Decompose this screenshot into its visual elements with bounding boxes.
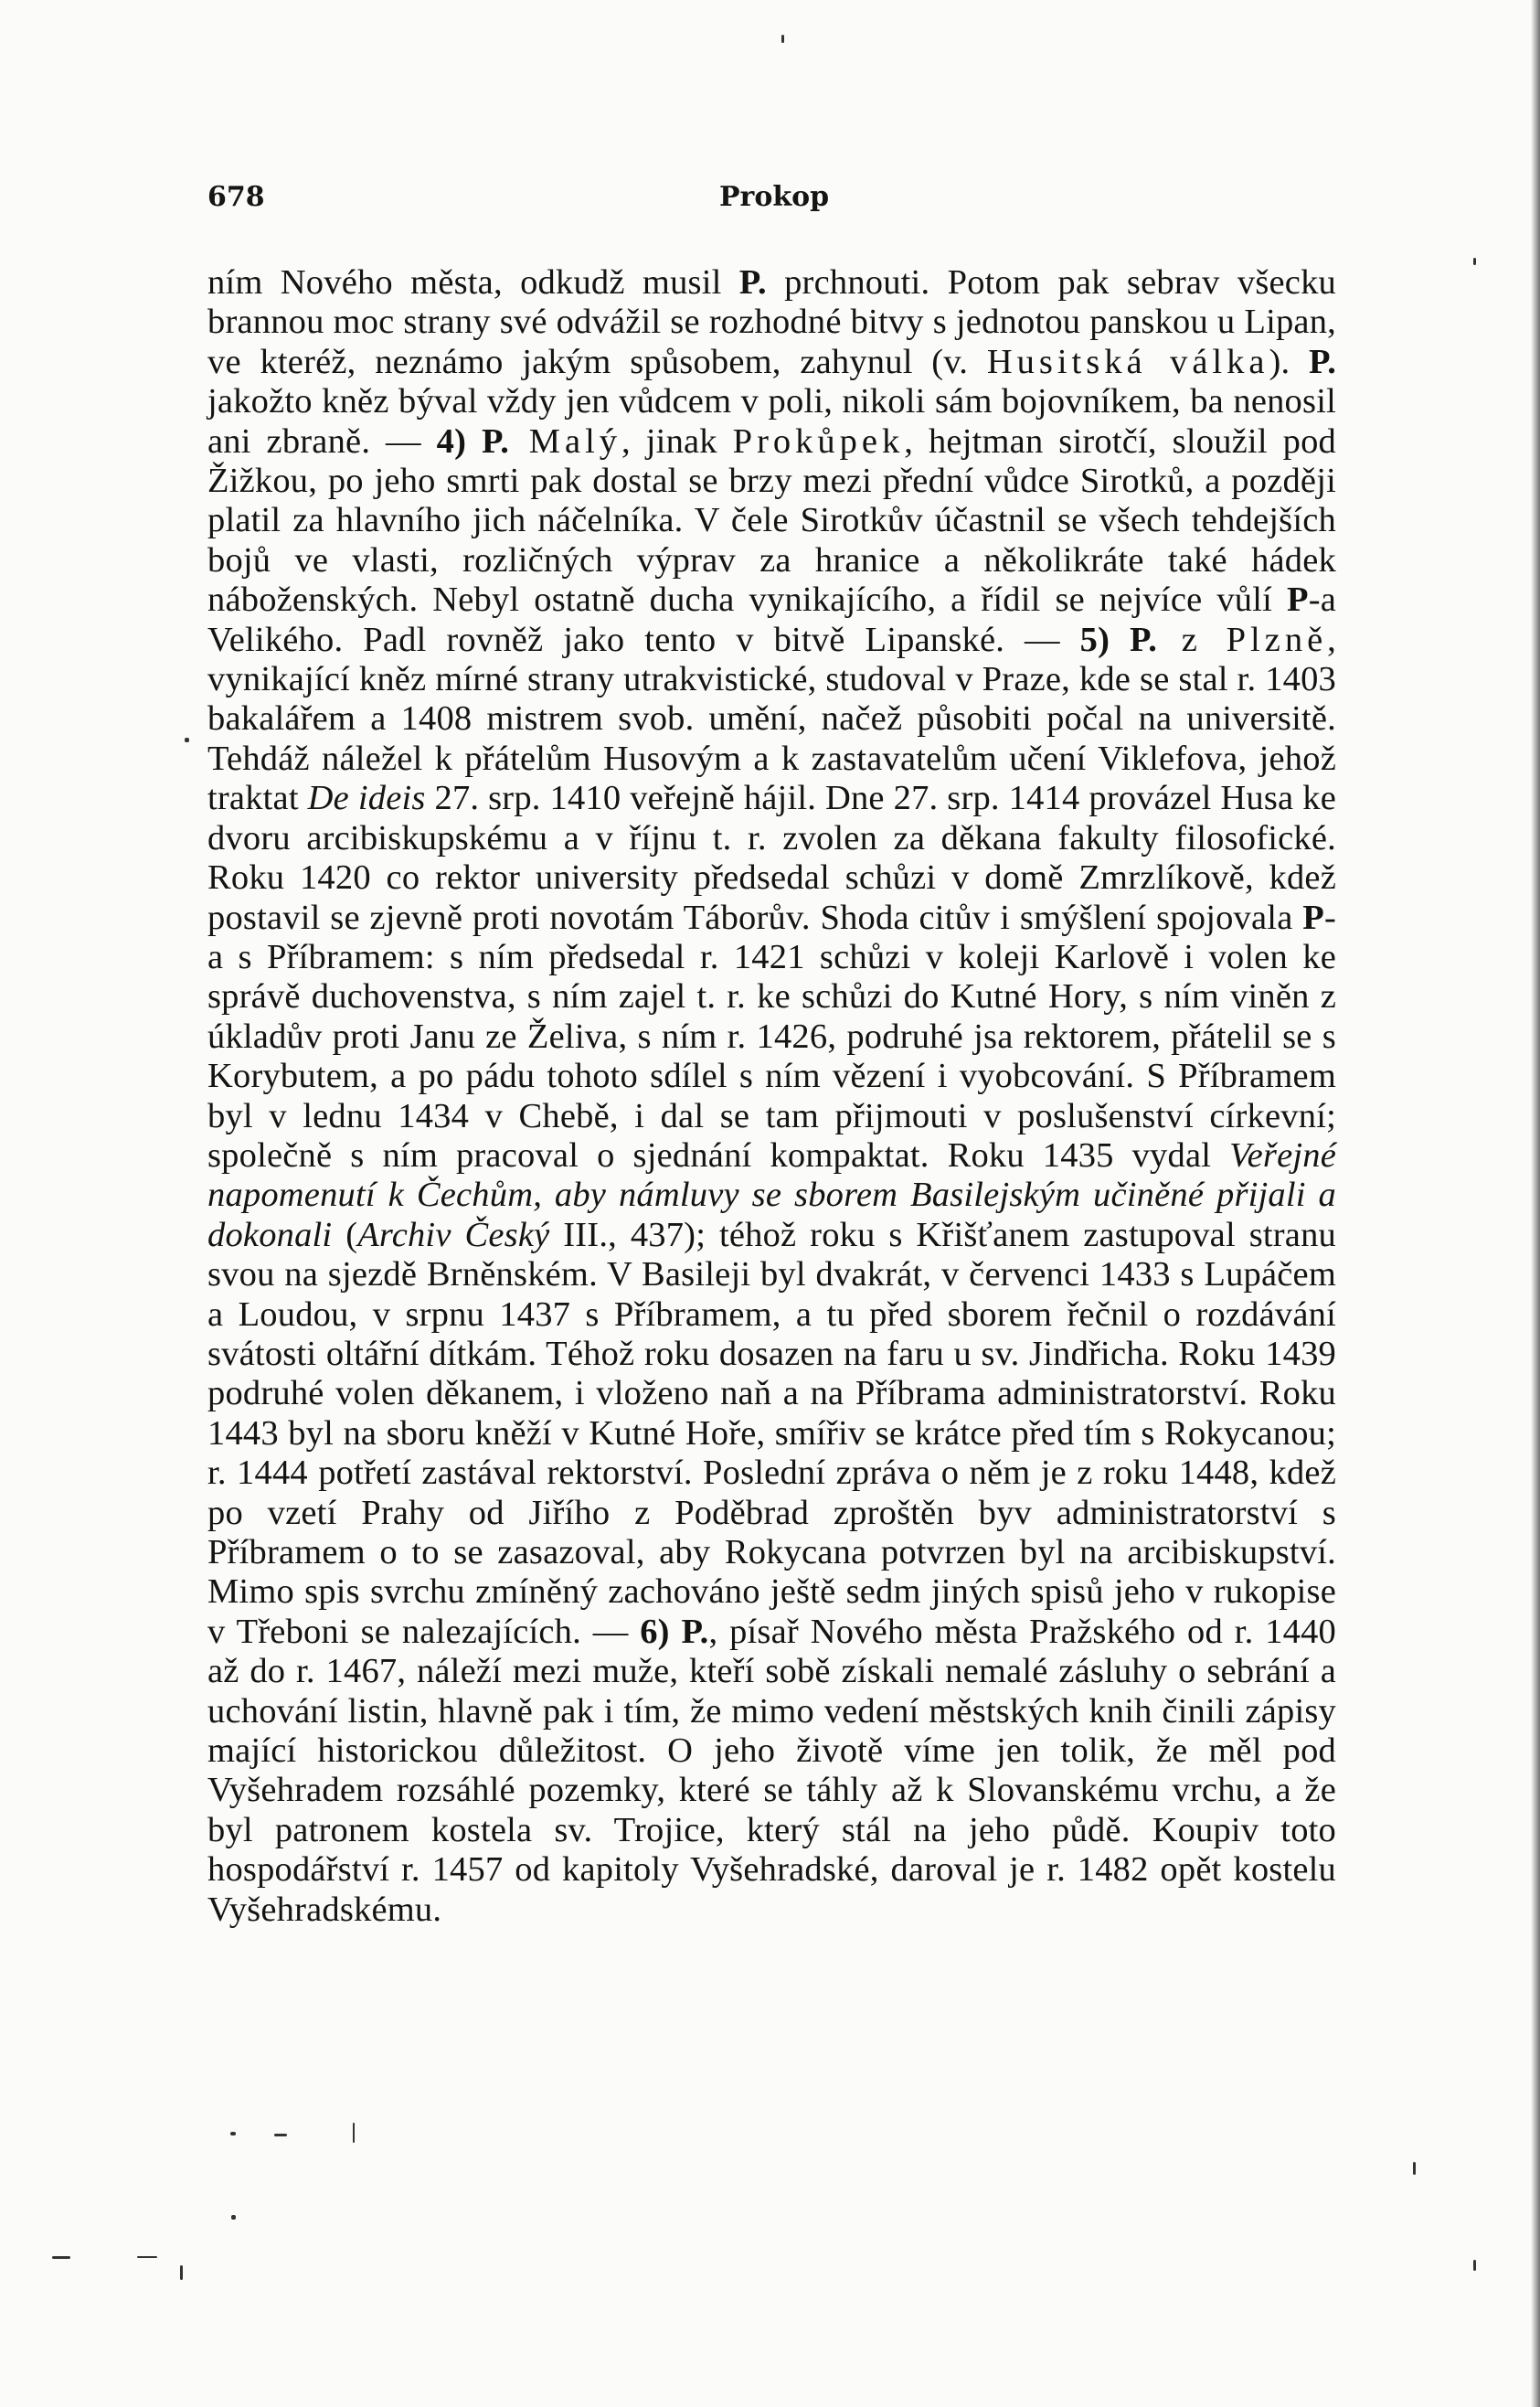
scan-edge-shadow [1531, 0, 1540, 2407]
text-run: , vynikající kněz mírné strany utrakvistické, studoval v Praze, kde se stal r. 1403 bakalářem a 1408 mistrem svob. umění, načež působiti počal na universitě. Tehdáž náležel k přátelům Husovým a k zastavatelům učení Viklefova, jehož traktat [207, 620, 1336, 818]
text-run: 27. srp. 1410 veřejně hájil. Dne 27. srp. 1414 provázel Husa ke dvoru arcibiskupskému a v říjnu t. r. zvolen za děkana fakulty filosofické. Roku 1420 co rektor university předsedal schůzi v domě Zmrzlíkově, kdež postavil se zjevně proti novotám Táborův. Shoda citův i smýšlení spojovala [207, 779, 1336, 937]
text-run: , jinak [621, 421, 733, 461]
running-head: Prokop [719, 181, 830, 213]
scan-speck [185, 738, 189, 742]
scan-speck [1413, 2162, 1416, 2175]
text-run: -a Velikého. Padl rovněž jako tento v bitvě Lipanské. — [207, 580, 1336, 659]
italic-title-run: Veřejné napomenutí k Čechům, aby námluvy se sborem Basilejským učiněné přijali a dokonali [207, 1135, 1336, 1254]
text-run: , hejtman sirotčí, sloužil pod Žižkou, po jeho smrti pak dostal se brzy mezi přední vůdce Sirotků, a později platil za hlavního jich náčelníka. V čele Sirotkův účastnil se všech tehdejších bojů ve vlasti, rozličných výprav za hranice a několikráte také hádek náboženských. Nebyl ostatně ducha vynikajícího, a řídil se nejvíce vůlí [207, 421, 1336, 620]
spaced-run: Prokůpek [732, 421, 905, 461]
scan-speck [353, 2123, 355, 2143]
scan-speck [180, 2265, 183, 2280]
text-run: ním Nového města, odkudž musil [207, 263, 739, 302]
page-header [207, 181, 1336, 227]
spaced-run: Husitská válka [986, 342, 1269, 381]
paragraph [207, 263, 1336, 1930]
italic-run: Archiv Český [357, 1215, 550, 1254]
scan-speck [137, 2256, 157, 2258]
scan-speck [230, 2132, 236, 2135]
entry-number-4: 4) P. [436, 421, 510, 461]
bold-run: P. [1309, 342, 1337, 381]
italic-run: De ideis [307, 779, 426, 818]
scan-speck [52, 2256, 70, 2259]
text-run: III., 437); téhož roku s Křišťanem zastupoval stranu svou na sjezdě Brněnském. V Basileji byl dvakrát, v červenci 1433 s Lupáčem a Loudou, v srpnu 1437 s Příbramem, a tu před sborem řečnil o rozdávání svátosti oltářní dítkám. Téhož roku dosazen na faru u sv. Jindřicha. Roku 1439 podruhé volen děkanem, i vloženo naň a na Příbrama administratorství. Roku 1443 byl na sboru kněží v Kutné Hoře, smířiv se krátce před tím s Rokycanou; r. 1444 potřetí zastával rektorství. Poslední zpráva o něm je z roku 1448, kdež po vzetí Prahy od Jiřího z Poděbrad zproštěn byv administratorství s Příbramem o to se zasazoval, aby Rokycana potvrzen byl na arcibiskupství. Mimo spis svrchu zmíněný zachováno ještě sedm jiných spisů jeho v rukopise v Třeboni se nalezajících. — [207, 1215, 1336, 1651]
text-run: , písař Nového města Pražského od r. 1440 až do r. 1467, náleží mezi muže, kteří sobě získali nemalé zásluhy o sebrání a uchování listin, hlavně pak i tím, že mimo vedení městských knih činili zápisy mající historickou důležitost. O jeho životě víme jen tolik, že měl pod Vyšehradem rozsáhlé pozemky, které se táhly až k Slovanskému vrchu, a že byl patronem kostela sv. Trojice, který stál na jeho půdě. Koupiv toto hospodářství r. 1457 od kapitoly Vyšehradské, daroval je r. 1482 opět kostelu Vyšehradskému. [207, 1612, 1336, 1929]
scan-speck [781, 35, 784, 43]
scan-speck [1473, 258, 1476, 265]
bold-run: P [1286, 580, 1309, 620]
text-run: ( [332, 1215, 358, 1254]
text-run: -a s Příbramem: s ním předsedal r. 1421 schůzi v koleji Karlově i volen ke správě duchovenstva, s ním zajel t. r. ke schůzi do Kutné Hory, s ním viněn z úkladův proti Janu ze Želiva, s ním r. 1426, podruhé jsa rektorem, přátelil se s Korybutem, a po pádu tohoto sdílel s ním vězení i vyobcování. S Příbramem byl v lednu 1434 v Chebě, i dal se tam přijmouti v poslušenství církevní; společně s ním pracoval o sjednání kompaktat. Roku 1435 vydal [207, 898, 1336, 1175]
spaced-run: z Plzně [1157, 620, 1328, 659]
body-text [207, 263, 1336, 1930]
entry-number-6: 6) P. [640, 1612, 709, 1651]
page-number: 678 [207, 181, 265, 213]
text-run: jakožto kněz býval vždy jen vůdcem v poli, nikoli sám bojovníkem, ba nenosil ani zbraně. — [207, 382, 1336, 461]
scan-speck [1473, 2260, 1476, 2271]
text-run: prchnouti. Potom pak sebrav všecku brannou moc strany své odvážil se rozhodné bitvy s jednotou panskou u Lipan, ve kteréž, neznámo jakým spůsobem, zahynul (v. [207, 263, 1336, 381]
bold-run: P [1302, 898, 1324, 937]
scan-speck [274, 2134, 287, 2136]
scan-speck [231, 2215, 236, 2220]
entry-number-5: 5) P. [1079, 620, 1158, 659]
spaced-run: Malý [509, 421, 622, 461]
text-run: ). [1269, 342, 1310, 381]
bold-run: P. [738, 263, 767, 302]
